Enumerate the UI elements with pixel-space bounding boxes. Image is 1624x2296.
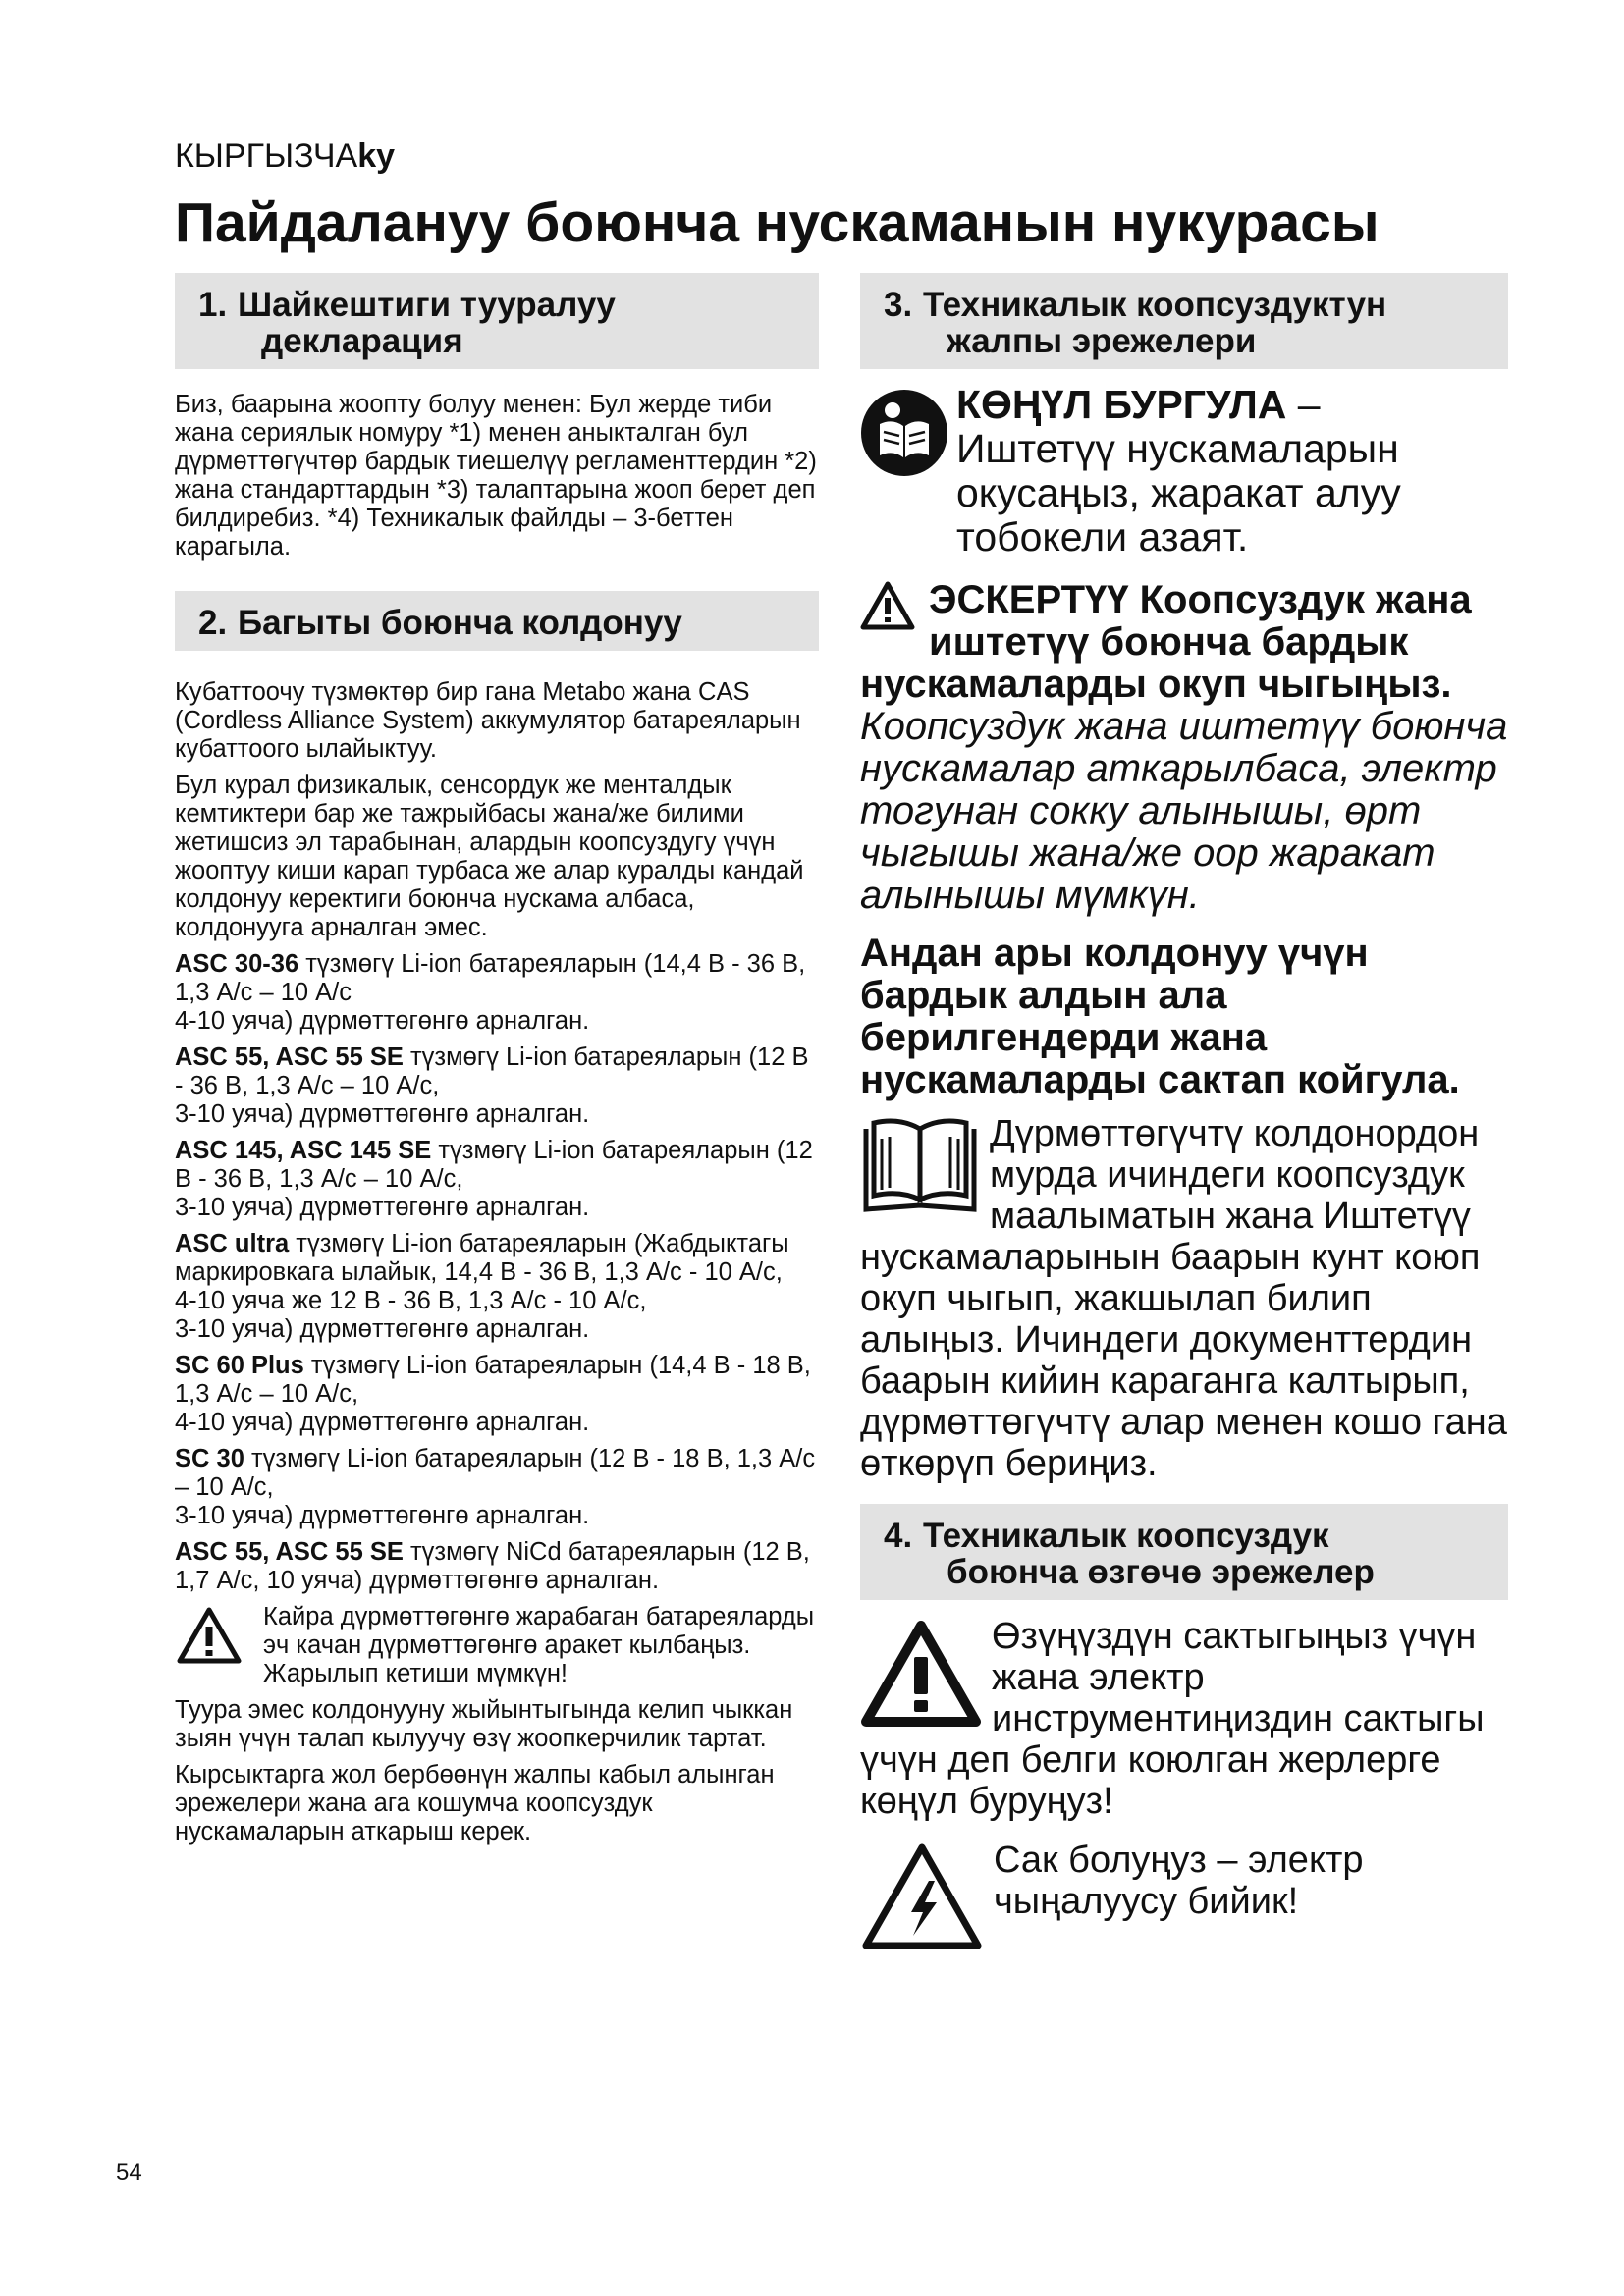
notice-text: Иштетүү нускамаларын окусаңыз, жаракат алуу тобокели азаят.: [956, 426, 1401, 560]
section-title: Багыты боюнча колдонуу: [238, 604, 682, 642]
section-title-line1: Шайкештиги тууралуу: [238, 286, 616, 324]
model-entry: ASC 145, ASC 145 SE түзмөгү Li-ion батареяларын (12 В - 36 В, 1,3 А/с – 10 А/с, 3-10 уяча) дүрмөттөгөнгө арналган.: [175, 1137, 813, 1221]
section-title-line1: Техникалык коопсуздук: [923, 1517, 1329, 1555]
warning-text: Кайра дүрмөттөгөнгө жарабаган батареяларды эч качан дүрмөттөгөнгө аракет кылбаңыз. Жарылып кетиши мүмкүн!: [263, 1603, 815, 1687]
model-entry: SC 30 түзмөгү Li-ion батареяларын (12 В - 18 В, 1,3 А/с – 10 А/с, 3-10 уяча) дүрмөттөгөнгө арналган.: [175, 1445, 816, 1529]
manual-notice: [860, 1113, 1508, 1484]
high-voltage-icon: [860, 1842, 984, 1953]
section-number: 3.: [884, 286, 913, 324]
left-column: [175, 273, 819, 1854]
section-number: 4.: [884, 1517, 913, 1555]
warning-triangle-icon: [860, 1620, 982, 1730]
paragraph: Кубаттоочу түзмөктөр бир гана Metabo жана CAS (Cordless Alliance System) аккумулятор батареяларын кубаттоого ылайыктуу.: [175, 678, 801, 763]
page-number: 54: [116, 2160, 142, 2186]
language-code: ky: [357, 137, 396, 175]
manual-text: Дүрмөттөгүчтү колдонордон мурда ичиндеги коопсуздук маалыматын жана Иштетүү нускамаларынын баарын кунт коюп окуп чыгып, жакшылап билип алыңыз. Ичиндеги документтердин баарын кийин караганга калтырып, дүрмөттөгүчтү алар менен кошо гана өткөрүп бериңиз.: [860, 1113, 1507, 1484]
read-manual-notice: КӨҢҮЛ БУРГУЛА – Иштетүү нускамаларын окусаңыз, жаракат алуу тобокели азаят.: [860, 383, 1508, 560]
paragraph: Бул курал физикалык, сенсордук же менталдык кемтиктери бар же тажрыйбасы жана/же билими жетишсиз эл тарабынан, алардын коопсуздугу үчүн жооптуу киши карап турбаса же алар куралды кандай колдонуу керектиги боюнча нускама албаса, колдонууга арналган эмес.: [175, 772, 804, 941]
section-number: 1.: [198, 286, 228, 324]
section-1-heading: [175, 273, 819, 369]
right-column: [860, 273, 1508, 1953]
page-title: Пайдалануу боюнча нускаманын нукурасы: [175, 191, 1380, 254]
attention-notice: [860, 1616, 1508, 1822]
warning-triangle-icon: [177, 1607, 242, 1664]
paragraph: Кырсыктарга жол бербөөнүн жалпы кабыл алынган эрежелери жана ага кошумча коопсуздук нускамаларын аткарыш керек.: [175, 1761, 775, 1845]
model-entry: ASC ultra түзмөгү Li-ion батареяларын (Жабдыктагы маркировкага ылайык, 14,4 В - 36 В, 1,3 А/с - 10 А/с, 4-10 уяча же 12 В - 36 В, 1,3 А/с - 10 А/с, 3-10 уяча) дүрмөттөгөнгө арналган.: [175, 1230, 789, 1343]
voltage-text: Сак болуңуз – электр чыңалуусу бийик!: [994, 1840, 1364, 1922]
general-warning: [860, 579, 1508, 917]
section-number: 2.: [198, 604, 228, 642]
warning-triangle-icon: [860, 581, 915, 630]
battery-warning: [175, 1603, 819, 1688]
section-title-line1: Техникалык коопсуздуктун: [923, 286, 1387, 324]
model-entry: ASC 55, ASC 55 SE түзмөгү Li-ion батареяларын (12 В - 36 В, 1,3 А/с – 10 А/с, 3-10 уяча) дүрмөттөгөнгө арналган.: [175, 1043, 809, 1128]
section-3-heading: [860, 273, 1508, 369]
declaration-paragraph: Биз, баарына жоопту болуу менен: Бул жерде тиби жана сериялык номуру *1) менен аныкталган бул дүрмөттөгүчтөр бардык тиешелүү регламенттердин *2) жана стандарттардын *3) талаптарына жооп берет деп билдиребиз. *4) Техникалык файлды – 3-беттен карагыла.: [175, 391, 817, 561]
section-2-text: [175, 678, 819, 1846]
model-entry: SC 60 Plus түзмөгү Li-ion батареяларын (14,4 В - 18 В, 1,3 А/с – 10 А/с, 4-10 уяча) дүрмөттөгөнгө арналган.: [175, 1352, 811, 1436]
section-1-text: [175, 391, 819, 561]
warning-consequence: Коопсуздук жана иштетүү боюнча нускамалар аткарылбаса, электр тогунан сокку алынышы, өрт чыгышы жана/же оор жаракат алынышы мүмкүн.: [860, 705, 1508, 917]
warning-heading: ЭСКЕРТҮҮ Коопсуздук жана иштетүү боюнча бардык нускамаларды окуп чыгыңыз.: [860, 578, 1472, 706]
language-label: КЫРГЫЗЧА: [175, 137, 358, 175]
section-title-line2: декларация: [261, 322, 463, 360]
attention-text: Өзүңүздүн сактыгыңыз үчүн жана электр инструментиңиздин сактыгы үчүн деп белги коюлган жерлерге көңүл буруңуз!: [860, 1616, 1485, 1822]
open-book-icon: [860, 1115, 980, 1215]
section-title-line2: боюнча өзгөчө эрежелер: [947, 1553, 1375, 1591]
section-2-heading: [175, 591, 819, 651]
read-manual-icon: [860, 389, 948, 477]
notice-heading: КӨҢҮЛ БУРГУЛА: [956, 382, 1287, 427]
section-title-line2: жалпы эрежелери: [947, 322, 1257, 360]
section-4-heading: [860, 1504, 1508, 1600]
paragraph: Туура эмес колдонууну жыйынтыгында келип чыккан зыян үчүн талап кылуучу өзү жоопкерчилик тартат.: [175, 1696, 793, 1752]
keep-instructions-text: Андан ары колдонуу үчүн бардык алдын ала берилгендерди жана нускамаларды сактап койгула.: [860, 932, 1460, 1101]
model-entry: ASC 55, ASC 55 SE түзмөгү NiCd батареяларын (12 В, 1,7 А/с, 10 уяча) дүрмөттөгөнгө арналган.: [175, 1538, 810, 1594]
voltage-notice: [860, 1840, 1508, 1953]
model-entry: ASC 30-36 түзмөгү Li-ion батареяларын (14,4 В - 36 В, 1,3 А/с – 10 А/с 4-10 уяча) дүрмөттөгөнгө арналган.: [175, 950, 806, 1035]
language-header: [175, 137, 395, 176]
